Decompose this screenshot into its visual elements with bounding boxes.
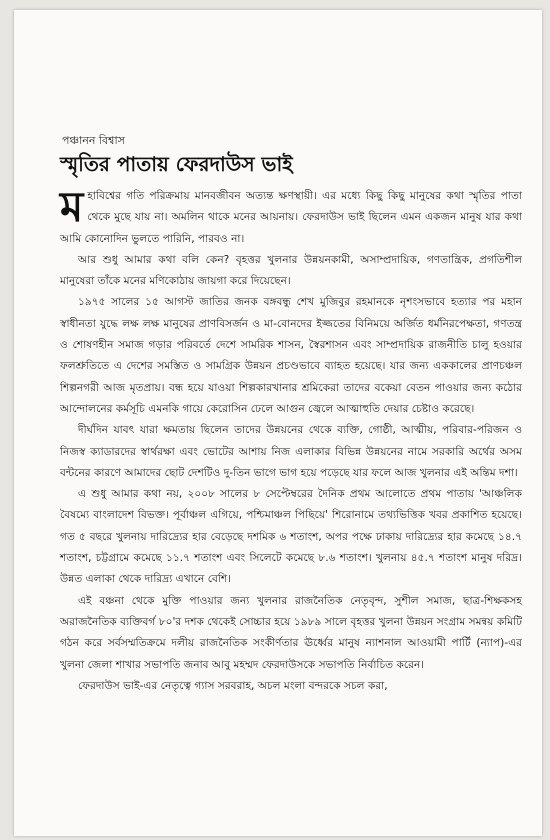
paragraph: এ শুধু আমার কথা নয়, ২০০৮ সালের ৮ সেপ্টেম্বরের দৈনিক প্রথম আলোতে প্রথম পাতায় 'আঞ্চলিক বৈষম্যে বাংলাদেশ বিভক্ত। পূর্বাঞ্চল এগিয়ে, পশ্চিমাঞ্চল পিছিয়ে' শিরোনামে তথ্যভিত্তিক খবর প্রকাশিত হয়েছে। গত ৫ বছরে খুলনায় দারিদ্র্যের হার বেড়েছে দশমিক ৬ শতাংশ, অপর পক্ষে ঢাকায় দারিদ্র্যের হার কমেছে ১৪.৭ শতাংশ, চট্টগ্রামে কমেছে ১১.৭ শতাংশ এবং সিলেটে কমেছে ৮.৬ শতাংশ। খুলনায় ৪৫.৭ শতাংশ মানুষ দরিদ্র। উন্নত এলাকা থেকে দারিদ্র্য এখানে বেশি। [60,488,522,586]
drop-cap: ম [60,182,84,231]
author-name: পঞ্চানন বিশ্বাস [62,134,125,147]
paragraph: এই বঞ্চনা থেকে মুক্তি পাওয়ার জন্য খুলনার রাজনৈতিক নেতৃবৃন্দ, সুশীল সমাজ, ছাত্র-শিক্ষকসহ অরাজনৈতিক ব্যক্তিবর্গ ৮০'র দশক থেকেই সোচ্চার হয়ে ১৯৮৯ সালে বৃহত্তর খুলনা উন্নয়ন সংগ্রাম সমন্বয় কমিটি গঠন করে সর্বসম্মতিক্রমে দলীয় রাজনৈতিক সংকীর্ণতার ঊর্ধ্বের মানুষ ন্যাশনাল আওয়ামী পার্টি (ন্যাপ)-এর খুলনা জেলা শাখার সভাপতি জনাব আবু মহম্মদ ফেরদাউসকে সভাপতি নির্বাচিত করেন। [60,594,522,671]
paragraph: ফেরদাউস ভাই-এর নেতৃত্বে গ্যাস সরবরাহ, অচল মংলা বন্দরকে সচল করা, [78,679,388,692]
paragraph-text: হাবিশ্বের গতি পরিক্রমায় মানবজীবন অত্যন্ত ক্ষণস্থায়ী। এর মধ্যে কিছু কিছু মানুষের কথা স্মৃতির পাতা থেকে মুছে যায় না। অমলিন থাকে মনের আয়নায়। ফেরদাউস ভাই ছিলেন এমন একজন মানুষ যার কথা আমি কোনোদিন ভুলতে পারিনি, পারবও না। [60,190,522,245]
article-title: স্মৃতির পাতায় ফেরদাউস ভাই [60,152,293,176]
paragraph [60,182,522,250]
book-page [14,10,542,836]
paragraph: দীর্ঘদিন যাবৎ যারা ক্ষমতায় ছিলেন তাদের উন্নয়নের থেকে ব্যক্তি, গোষ্ঠী, আত্মীয়, পরিবার-পরিজন ও নিজস্ব ক্যাডারদের স্বার্থরক্ষা এবং ভোটের আশায় নিজ এলাকার বিভিন্ন উন্নয়নের নামে সরকারি অর্থের অসম বন্টনের কারণে আমাদের ছোট দেশটিও দু-তিন ভাগে ভাগ হয়ে পড়েছে যার ফলে আজ খুলনার এই অন্তিম দশা। [60,424,522,479]
paragraph: আর শুধু আমার কথা বলি কেন? বৃহত্তর খুলনার উন্নয়নকামী, অসাম্প্রদায়িক, গণতান্ত্রিক, প্রগতিশীল মানুষেরা তাঁকে মনের মণিকোঠায় জায়গা করে দিয়েছেন। [60,253,522,288]
article-body [60,182,522,697]
paragraph: ১৯৭৫ সালের ১৫ আগস্ট জাতির জনক বঙ্গবন্ধু শেখ মুজিবুর রহমানকে নৃশংসভাবে হত্যার পর মহান স্বাধীনতা যুদ্ধে লক্ষ লক্ষ মানুষের প্রাণবিসর্জন ও মা-বোনদের ইজ্জতের বিনিময়ে অর্জিত ধর্মনিরপেক্ষতা, গণতন্ত্র ও শোষণহীন সমাজ গড়ার পরিবর্তে দেশে সামরিক শাসন, স্বৈরশাসন এবং সাম্প্রদায়িক রাজনীতি চালু হওয়ার ফলশ্রুতিতে এ দেশের সমস্তিত ও সামগ্রিক উন্নয়ন প্রচণ্ডভাবে ব্যাহত হয়েছে। যার জন্য এককালের প্রাণচঞ্চল শিল্পনগরী আজ মৃতপ্রায়। বন্ধ হয়ে যাওয়া শিল্পকারখানার শ্রমিকেরা তাদের বকেয়া বেতন পাওয়ার জন্য কঠোর আন্দোলনের কর্মসূচি এমনকি গায়ে কেরোসিন ঢেলে আগুন জ্বেলে আত্মাহুতি দেয়ার চেষ্টাও করেছে। [60,296,522,415]
